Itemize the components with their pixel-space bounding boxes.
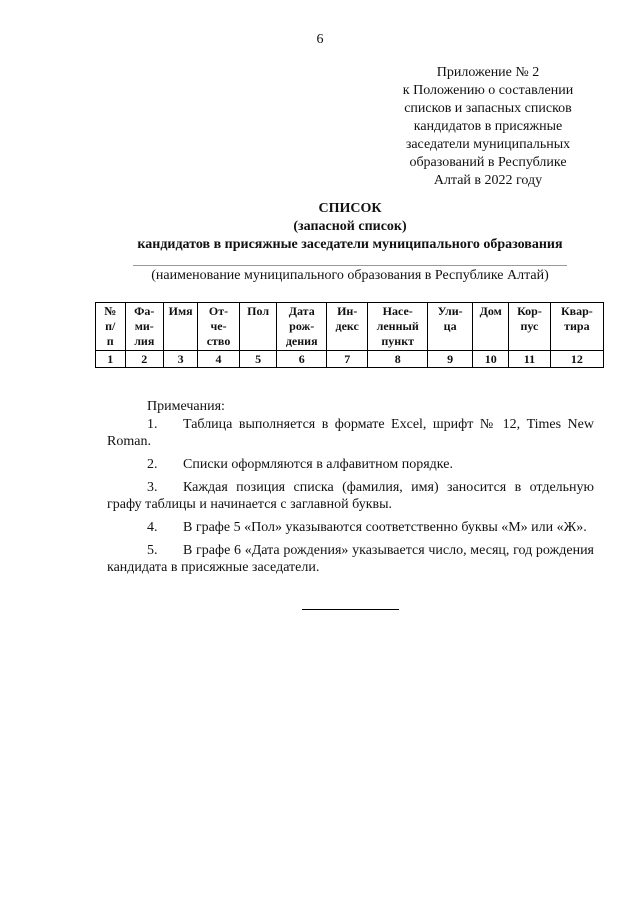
column-header-line: От- — [208, 304, 229, 318]
column-header-line: Пол — [247, 304, 270, 318]
column-number: 6 — [277, 351, 327, 368]
column-header-line: № — [104, 304, 117, 318]
column-header-line: Квар- — [560, 304, 593, 318]
column-header-line: Имя — [168, 304, 193, 318]
column-header-line: че- — [210, 319, 227, 333]
document-title — [0, 200, 640, 254]
column-header-line: дения — [285, 334, 318, 348]
column-header — [164, 303, 198, 351]
note-text: В графе 6 «Дата рождения» указывается число, месяц, год рождения кандидата в присяжные заседатели. — [107, 543, 594, 575]
column-header-line: Фа- — [134, 304, 155, 318]
column-header — [277, 303, 327, 351]
appendix-line: заседатели муниципальных — [405, 137, 571, 152]
column-number: 7 — [326, 351, 367, 368]
note-number: 3. — [147, 480, 158, 495]
appendix-line: к Положению о составлении — [402, 83, 574, 98]
note-item — [107, 542, 594, 576]
column-header-line: рож- — [289, 319, 315, 333]
appendix-line: образований в Республике — [409, 155, 567, 170]
notes-section — [107, 398, 594, 582]
title-line-reserve: (запасной список) — [293, 219, 407, 234]
note-text: Списки оформляются в алфавитном порядке. — [183, 457, 453, 472]
column-number: 3 — [164, 351, 198, 368]
table-header-row — [96, 303, 604, 351]
note-item — [107, 519, 594, 536]
end-divider — [302, 609, 399, 610]
column-header-line: п/ — [105, 319, 116, 333]
notes-heading: Примечания: — [147, 399, 225, 414]
column-header — [550, 303, 603, 351]
candidates-table — [95, 302, 604, 368]
column-number: 10 — [473, 351, 509, 368]
column-header-line: декс — [335, 319, 359, 333]
title-line-main: СПИСОК — [318, 201, 382, 216]
column-header — [427, 303, 472, 351]
column-header-line: Дата — [288, 304, 315, 318]
column-number: 8 — [368, 351, 428, 368]
notes-list — [107, 416, 594, 576]
column-header — [368, 303, 428, 351]
appendix-line: Приложение № 2 — [436, 65, 540, 80]
column-number: 9 — [427, 351, 472, 368]
column-header — [326, 303, 367, 351]
column-header — [239, 303, 277, 351]
column-header — [96, 303, 126, 351]
column-number: 4 — [198, 351, 240, 368]
column-header-line: ленный — [376, 319, 419, 333]
column-header-line: тира — [564, 319, 590, 333]
column-header-line: Ули- — [437, 304, 463, 318]
note-item — [107, 416, 594, 450]
page-number: 6 — [316, 32, 324, 47]
column-header-line: пус — [520, 319, 539, 333]
note-item — [107, 479, 594, 513]
note-number: 4. — [147, 520, 158, 535]
column-header-line: ство — [206, 334, 231, 348]
appendix-reference — [378, 64, 598, 190]
column-header — [198, 303, 240, 351]
appendix-line: кандидатов в присяжные — [413, 119, 563, 134]
municipality-name-line — [133, 265, 567, 266]
column-header-line: ца — [443, 319, 457, 333]
column-header-line: ми- — [134, 319, 154, 333]
column-header — [473, 303, 509, 351]
column-header-line: п — [106, 334, 114, 348]
note-number: 1. — [147, 417, 158, 432]
table-number-row — [96, 351, 604, 368]
note-number: 5. — [147, 543, 158, 558]
column-header-line: Кор- — [517, 304, 542, 318]
column-number: 1 — [96, 351, 126, 368]
appendix-line: списков и запасных списков — [404, 101, 572, 116]
column-header — [125, 303, 163, 351]
note-text: Каждая позиция списка (фамилия, имя) заносится в отдельную графу таблицы и начинается с заглавной буквы. — [107, 480, 594, 512]
appendix-line: Алтай в 2022 году — [433, 173, 543, 188]
column-header-line: Ин- — [337, 304, 358, 318]
municipality-name-caption: (наименование муниципального образования в Республике Алтай) — [151, 268, 549, 283]
column-header-line: Насе- — [382, 304, 413, 318]
column-header — [509, 303, 551, 351]
column-header-line: Дом — [479, 304, 502, 318]
title-line-subject: кандидатов в присяжные заседатели муниципального образования — [137, 237, 563, 252]
note-item — [107, 456, 594, 473]
note-text: В графе 5 «Пол» указываются соответственно буквы «М» или «Ж». — [183, 520, 587, 535]
column-number: 12 — [550, 351, 603, 368]
note-text: Таблица выполняется в формате Excel, шрифт № 12, Times New Roman. — [107, 417, 594, 449]
column-header-line: пункт — [381, 334, 415, 348]
column-header-line: лия — [134, 334, 155, 348]
column-number: 5 — [239, 351, 277, 368]
note-number: 2. — [147, 457, 158, 472]
column-number: 2 — [125, 351, 163, 368]
column-number: 11 — [509, 351, 551, 368]
